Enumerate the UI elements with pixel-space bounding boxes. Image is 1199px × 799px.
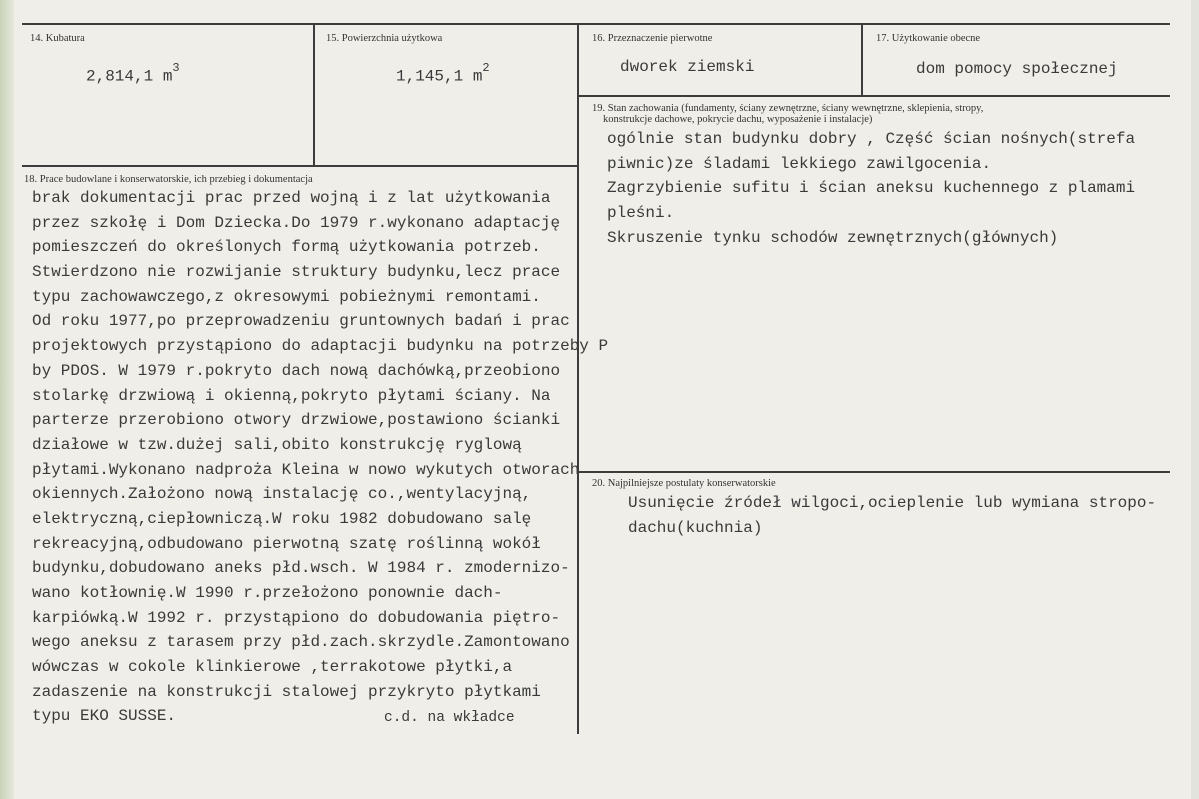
text-line: stolarkę drzwiową i okienną,pokryto płytami ściany. Na: [32, 386, 551, 405]
text-line: Od roku 1977,po przeprowadzeniu gruntownych badań i prac: [32, 312, 570, 331]
text-line: Skruszenie tynku schodów zewnętrznych(głównych): [607, 228, 1059, 247]
text-line: zadaszenie na konstrukcji stalowej przykryto płytkami: [32, 682, 541, 701]
text-line: typu EKO SUSSE.: [32, 707, 177, 726]
scan-edge-right: [1191, 0, 1199, 799]
field-17-value: dom pomocy społecznej: [916, 60, 1118, 78]
scan-edge-left: [0, 0, 14, 799]
text-line: Zagrzybienie sufitu i ścian aneksu kuchennego z plamami: [607, 179, 1136, 198]
field-19-text: [607, 127, 1135, 250]
text-line: projektowych przystąpiono do adaptacji budynku na potrzeby P: [32, 337, 609, 356]
text-line: brak dokumentacji prac przed wojną i z lat użytkowania: [32, 189, 551, 207]
field-18-label: 18. Prace budowlane i konserwatorskie, ich przebieg i dokumentacja: [24, 174, 313, 185]
text-line: piwnic)ze śladami lekkiego zawilgocenia.: [607, 154, 992, 173]
divider-14-15: [313, 24, 315, 166]
field-15-value: 1,145,1 $m^2$: [396, 61, 490, 86]
field-19-label-2: konstrukcje dachowe, pokrycie dachu, wyposażenie i instalacje): [603, 114, 873, 125]
divider-top: [22, 23, 1170, 25]
text-line: karpiówką.W 1992 r. przystąpiono do dobudowania piętro-: [32, 608, 561, 627]
field-16-value: dworek ziemski: [620, 58, 755, 76]
field-20-label: 20. Najpilniejsze postulaty konserwatorskie: [592, 478, 776, 489]
text-line: ogólnie stan budynku dobry , Część ścian nośnych(strefa: [607, 130, 1136, 148]
text-line: Stwierdzono nie rozwijanie struktury budynku,lecz prace: [32, 263, 561, 282]
divider-16-19: [578, 95, 1170, 97]
text-line: wego aneksu z tarasem przy płd.zach.skrzydle.Zamontowano: [32, 633, 570, 652]
text-line: dachu(kuchnia): [628, 518, 763, 537]
text-line: pomieszczeń do określonych formą użytkowania potrzeb.: [32, 238, 541, 257]
text-line: przez szkołę i Dom Dziecka.Do 1979 r.wykonano adaptację: [32, 213, 561, 232]
field-16-label: 16. Przeznaczenie pierwotne: [592, 33, 713, 44]
divider-16-17: [861, 24, 863, 96]
text-line: działowe w tzw.dużej sali,obito konstrukcję ryglową: [32, 435, 522, 454]
field-14-value: 2,814,1 $m^3$: [86, 61, 180, 86]
text-line: wano kotłownię.W 1990 r.przełożono ponownie dach-: [32, 584, 503, 602]
text-line: budynku,dobudowano aneks płd.wsch. W 1984 r. zmodernizo-: [32, 559, 570, 578]
text-line: Usunięcie źródeł wilgoci,ocieplenie lub wymiana stropo-: [628, 494, 1157, 512]
text-line: parterze przerobiono otwory drzwiowe,postawiono ścianki: [32, 411, 561, 430]
field-19-label-1: 19. Stan zachowania (fundamenty, ściany zewnętrzne, ściany wewnętrzne, sklepienia, stropy,: [592, 103, 984, 114]
text-line: rekreacyjną,odbudowano pierwotną szatę roślinną wokół: [32, 534, 541, 553]
divider-19-20: [578, 471, 1170, 473]
text-line: elektryczną,ciepłowniczą.W roku 1982 dobudowano salę: [32, 509, 532, 528]
text-line: wówczas w cokole klinkierowe ,terrakotowe płytki,a: [32, 658, 513, 677]
field-14-label: 14. Kubatura: [30, 33, 85, 44]
text-line: okiennych.Założono nową instalację co.,wentylacyjną,: [32, 485, 532, 504]
field-18-text: [32, 186, 608, 729]
divider-14-18: [22, 165, 578, 167]
field-20-text: [628, 491, 1156, 540]
field-17-label: 17. Użytkowanie obecne: [876, 33, 981, 44]
text-line: pleśni.: [607, 204, 675, 223]
continuation-note: c.d. na wkładce: [384, 710, 515, 726]
text-line: typu zachowawczego,z okresowymi pobieżnymi remontami.: [32, 287, 541, 306]
field-15-label: 15. Powierzchnia użytkowa: [326, 33, 443, 44]
text-line: by PDOS. W 1979 r.pokryto dach nową dachówką,przeobiono: [32, 361, 561, 380]
text-line: płytami.Wykonano nadproża Kleina w nowo wykutych otworach: [32, 460, 580, 479]
